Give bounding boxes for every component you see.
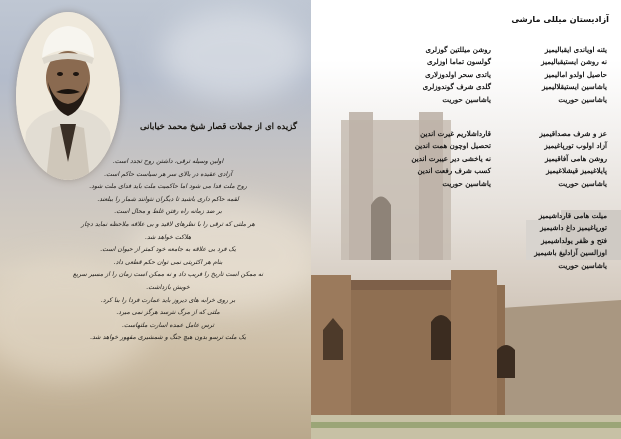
verse-line: روشن میللتین گوزلری bbox=[425, 45, 491, 54]
quote-line: ترس عامل عمده اسارت ملتهاست. bbox=[121, 321, 215, 329]
quotes-list bbox=[48, 156, 288, 345]
verse-line: پایلاغیمیز قیشلاغیمیز bbox=[546, 166, 607, 176]
quote-line: یک ملت ترسو بدون هیچ جنگ و شمشیری مقهور خواهد شد. bbox=[90, 334, 246, 342]
verse-line: فتح و ظفر یولداشیمیز bbox=[541, 235, 607, 245]
anthem-heading: آزادیستان میللی مارشی bbox=[511, 14, 609, 24]
quote-line: خویش بازداشت. bbox=[146, 283, 190, 291]
quote-line: لقمه حاکم داری باشید تا دیگران نتوانند شمار را ببلعند. bbox=[97, 195, 239, 203]
quote-line: نه ممکن است تاریخ را فریب داد و نه ممکن است زمان را از مسیر سریع bbox=[72, 271, 264, 279]
stanza bbox=[539, 128, 607, 190]
stanza bbox=[541, 44, 607, 106]
verse-line: یاشاسین حوریت bbox=[442, 94, 491, 104]
quote-line: بر ضد زمانه راه رفتن غلط و محال است. bbox=[114, 208, 222, 216]
verse-line: تحصیل اوچون همت اندین bbox=[414, 141, 491, 151]
verse-line: قارداشلاریم غیرت اندین bbox=[420, 129, 491, 138]
quote-line: بر روی خرابه های دیروز باید عمارت فردا را بنا کرد. bbox=[100, 296, 236, 304]
cloud-shape bbox=[160, 10, 310, 100]
verse-line: عز و شرف مصداقیمیز bbox=[539, 129, 607, 138]
stanza bbox=[423, 44, 491, 106]
verse-line: یاشاسین ایستیقلالیمیز bbox=[541, 82, 607, 92]
verse-line: کسب شرف رفعت اندین bbox=[417, 166, 491, 176]
stanza bbox=[534, 210, 607, 272]
right-page bbox=[311, 0, 621, 439]
verse-line: میلت هامی قارداشیمیز bbox=[538, 211, 607, 220]
stanza bbox=[411, 128, 491, 190]
quotes-heading: گزیده ای از جملات قصار شیخ محمد خیابانی bbox=[140, 122, 297, 132]
verse-line: یاشاسین حوریت bbox=[558, 260, 607, 270]
portrait-image bbox=[16, 12, 120, 180]
portrait-illustration bbox=[16, 12, 120, 180]
verse-line: حاصیل اولدو امالیمیز bbox=[544, 69, 607, 79]
quote-line: هر ملتی که ترقی را با نظرهای لاقید و بی علاقه ملاحظه نماید دچار bbox=[81, 220, 255, 228]
quote-line: اولین وسیله ترقی، داشتن روح تجدد است. bbox=[112, 158, 224, 165]
verse-line: گولسون تماما اوزلری bbox=[427, 57, 491, 67]
verse-line: نه یاخشی دیر عیبرت اندین bbox=[411, 153, 491, 163]
quote-line: بنام هر اکثریتی نمی توان حکم قطعی داد. bbox=[113, 258, 223, 266]
verse-line: اوزالسین آزادلیغ باشیمیز bbox=[534, 248, 607, 258]
verse-line: یاتدی سحر اولدوزلاری bbox=[425, 69, 491, 79]
verse-line: تورپاغیمیز داغ داشیمیز bbox=[540, 223, 607, 233]
quote-line: آزادی عقیده در بالای سر هر سیاست حاکم است. bbox=[103, 170, 233, 178]
verse-line: آزاد اولوب تورپاغیمیز bbox=[544, 141, 607, 151]
quote-line: ملتی که از مرگ نترسد هرگز نمی میرد. bbox=[116, 309, 220, 317]
verse-line: یاشاسین حوریت bbox=[442, 178, 491, 188]
verse-line: گلدی شرف گوندوزلری bbox=[422, 82, 491, 92]
quote-line: هلاکت خواهد شد. bbox=[144, 233, 192, 241]
verse-line: روشن هامی آفاقیمیز bbox=[545, 153, 607, 163]
verse-line: یئنه اویاندی ایقبالیمیز bbox=[544, 45, 607, 54]
quote-line: روح ملت فدا می شود اما حاکمیت ملت باید فدای ملت شود. bbox=[89, 183, 247, 191]
verse-line: یاشاسین حوریت bbox=[558, 178, 607, 188]
quote-line: یک فرد بی علاقه به جامعه خود کمتر از حیوان است. bbox=[100, 246, 236, 254]
verse-line: یاشاسین حوریت bbox=[558, 94, 607, 104]
verse-line: نه روشن ایستیقبالیمیز bbox=[541, 57, 607, 67]
